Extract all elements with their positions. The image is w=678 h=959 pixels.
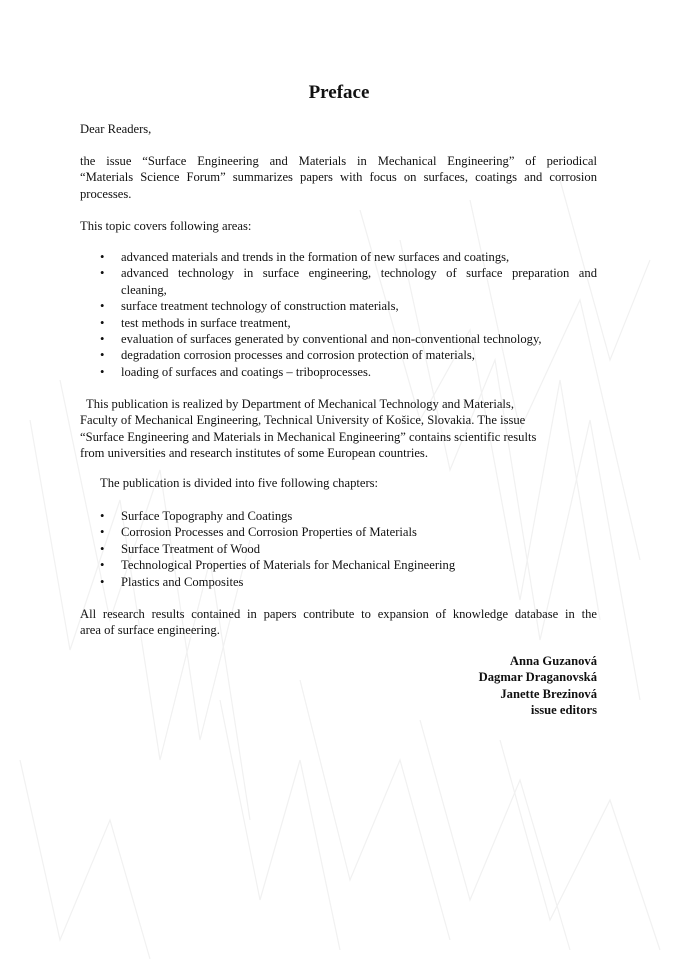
area-text: surface treatment technology of construction materials, (121, 299, 399, 314)
realized-paragraph (80, 396, 597, 462)
list-item (80, 557, 597, 573)
page-title: Preface (308, 82, 370, 103)
bullet-icon: • (100, 509, 105, 523)
list-item (80, 541, 597, 557)
realized-line: from universities and research institutes of some European countries. (80, 446, 428, 461)
bullet-icon: • (100, 574, 105, 589)
list-item (80, 315, 597, 331)
bullet-icon: • (100, 541, 105, 556)
salutation: Dear Readers, (80, 122, 152, 136)
list-item (80, 574, 597, 590)
chapter-text: Plastics and Composites (121, 574, 244, 589)
bullet-icon: • (100, 525, 105, 540)
area-text: cleaning, (121, 282, 167, 297)
intro-line: processes. (80, 186, 132, 201)
bullet-icon: • (100, 299, 105, 314)
bullet-icon: • (100, 266, 105, 281)
area-text: loading of surfaces and coatings – triboprocesses. (121, 364, 372, 379)
editors-role: issue editors (530, 703, 597, 718)
areas-list (80, 249, 597, 380)
area-text: degradation corrosion processes and corrosion protection of materials, (121, 348, 475, 363)
editor-name: Janette Brezinová (500, 686, 597, 701)
intro-line: the issue “Surface Engineering and Materials in Mechanical Engineering” of periodical (80, 154, 597, 168)
conclusion-line: All research results contained in papers contribute to expansion of knowledge database in the (80, 607, 597, 621)
list-item (80, 298, 597, 314)
chapters-intro: The publication is divided into five following chapters: (100, 476, 379, 490)
bullet-icon: • (100, 315, 105, 330)
bullet-icon: • (100, 348, 105, 363)
chapter-text: Surface Treatment of Wood (121, 541, 261, 556)
conclusion-line: area of surface engineering. (80, 623, 220, 638)
chapter-text: Technological Properties of Materials for Mechanical Engineering (121, 558, 456, 573)
intro-line: “Materials Science Forum” summarizes papers with focus on surfaces, coatings and corrosion (80, 170, 597, 185)
editor-name: Anna Guzanová (509, 654, 597, 668)
chapters-list (80, 508, 597, 590)
list-item (80, 347, 597, 363)
bullet-icon: • (100, 364, 105, 379)
chapter-text: Surface Topography and Coatings (121, 509, 293, 523)
area-text: advanced materials and trends in the formation of new surfaces and coatings, (121, 250, 510, 264)
area-text: evaluation of surfaces generated by conventional and non-conventional technology, (121, 332, 542, 347)
list-item (80, 508, 597, 524)
bullet-icon: • (100, 250, 105, 264)
bullet-icon: • (100, 332, 105, 347)
realized-line: “Surface Engineering and Materials in Mechanical Engineering” contains scientific results (80, 429, 537, 444)
list-item (80, 249, 597, 265)
list-item (80, 524, 597, 540)
area-text: advanced technology in surface engineering, technology of surface preparation and (121, 266, 597, 281)
realized-line: Faculty of Mechanical Engineering, Technical University of Košice, Slovakia. The issue (80, 413, 526, 428)
list-item (80, 331, 597, 347)
list-item (80, 265, 597, 298)
intro-paragraph (80, 153, 597, 202)
bullet-icon: • (100, 558, 105, 573)
list-item (80, 364, 597, 380)
chapter-text: Corrosion Processes and Corrosion Properties of Materials (121, 525, 417, 540)
editor-name: Dagmar Draganovská (478, 670, 597, 685)
area-text: test methods in surface treatment, (121, 315, 291, 330)
conclusion-paragraph (80, 606, 597, 639)
topic-intro: This topic covers following areas: (80, 219, 252, 233)
realized-line: This publication is realized by Department of Mechanical Technology and Materials, (86, 397, 514, 411)
editors-signature (479, 653, 597, 719)
